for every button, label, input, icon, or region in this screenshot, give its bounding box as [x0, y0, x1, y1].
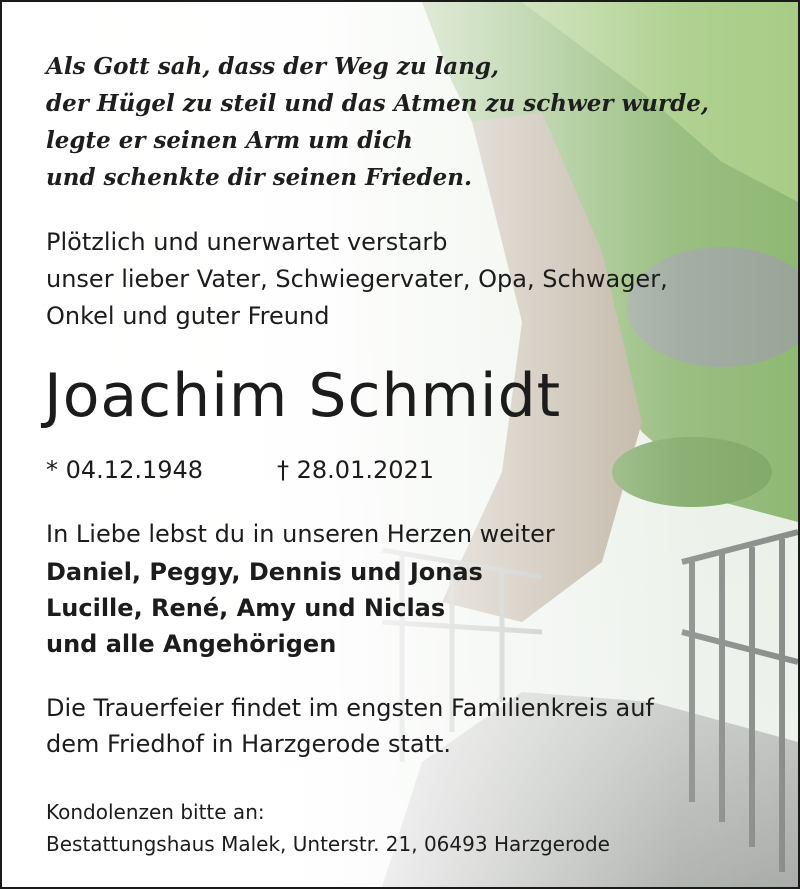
condolences-line: Kondolenzen bitte an: — [46, 800, 265, 824]
announcement-line: unser lieber Vater, Schwiegervater, Opa, Schwager, — [46, 265, 668, 293]
poem-line: Als Gott sah, dass der Weg zu lang, — [46, 53, 500, 80]
announcement-line: Onkel und guter Freund — [46, 302, 330, 330]
mourners-line: und alle Angehörigen — [46, 630, 337, 658]
condolences-info — [46, 796, 610, 860]
poem — [46, 48, 746, 196]
death-date: † 28.01.2021 — [277, 456, 435, 484]
mourners-line: Daniel, Peggy, Dennis und Jonas — [46, 558, 483, 586]
mourners-line: Lucille, René, Amy und Niclas — [46, 594, 446, 622]
mourners-list — [46, 554, 483, 662]
deceased-name: Joachim Schmidt — [44, 361, 562, 431]
service-line: dem Friedhof in Harzgerode statt. — [46, 730, 452, 758]
condolences-address: Bestattungshaus Malek, Unterstr. 21, 06493 Harzgerode — [46, 832, 610, 856]
poem-line: legte er seinen Arm um dich — [46, 127, 413, 154]
notice-content — [2, 2, 798, 887]
funeral-service-info — [46, 690, 654, 762]
announcement-line: Plötzlich und unerwartet verstarb — [46, 228, 448, 256]
poem-line: und schenkte dir seinen Frieden. — [46, 164, 472, 191]
service-line: Die Trauerfeier findet im engsten Familienkreis auf — [46, 694, 654, 722]
death-announcement — [46, 224, 766, 335]
birth-date: * 04.12.1948 — [46, 456, 204, 484]
farewell-intro: In Liebe lebst du in unseren Herzen weiter — [46, 520, 555, 548]
poem-line: der Hügel zu steil und das Atmen zu schwer wurde, — [46, 90, 709, 117]
